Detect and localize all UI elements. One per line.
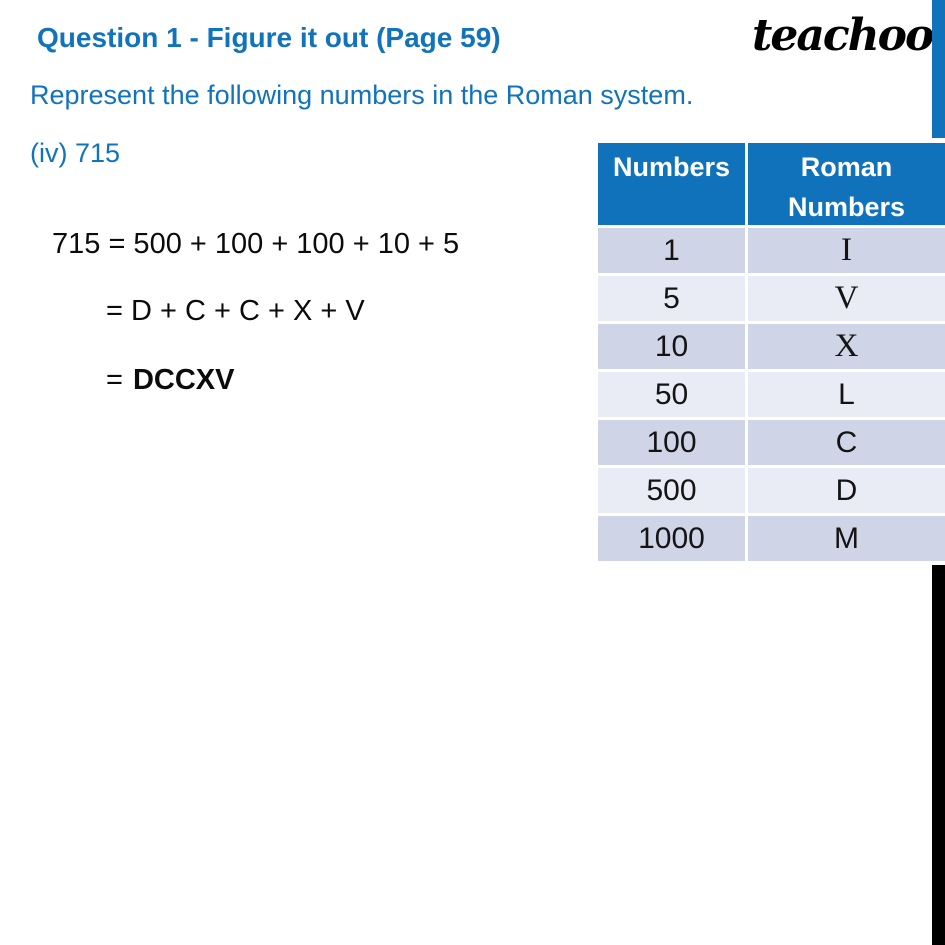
table-header-roman: Roman Numbers [745,143,945,225]
number-cell: 10 [654,329,689,363]
roman-numeral-cell: X [745,324,945,369]
table-body [598,225,945,561]
number-cell: 1 [663,233,680,267]
number-cell: 1000 [638,521,705,555]
roman-numeral-cell: I [745,228,945,273]
table-header-row [598,143,945,225]
roman-numeral-cell: D [745,468,945,513]
number-cell: 500 [646,473,697,507]
roman-numbers-table [598,143,945,561]
table-row [598,513,945,561]
teachoo-logo: teachoo [752,10,933,61]
page-title: Question 1 - Figure it out (Page 59) [37,22,501,53]
number-cell: 50 [654,377,689,411]
table-row [598,321,945,369]
table-row [598,417,945,465]
roman-numeral-cell: V [745,276,945,321]
question-text: Represent the following numbers in the Roman system. [30,80,694,110]
number-cell: 5 [663,281,680,315]
solution-result: DCCXV [132,364,235,396]
table-row [598,225,945,273]
equals-sign: = [106,364,123,396]
solution-line-expansion: 715 = 500 + 100 + 100 + 10 + 5 [52,228,460,260]
table-row [598,369,945,417]
roman-numeral-cell: C [745,420,945,465]
roman-numeral-cell: L [745,372,945,417]
number-cell: 100 [646,425,697,459]
right-accent-bar-bottom [932,565,945,945]
subpart-label: (iv) 715 [30,138,121,168]
solution-line-letters: = D + C + C + X + V [106,295,365,327]
right-accent-bar-top [932,0,945,138]
table-header-numbers: Numbers [612,152,731,182]
table-row [598,273,945,321]
solution-line-result [106,364,234,397]
table-row [598,465,945,513]
roman-numeral-cell: M [745,516,945,561]
